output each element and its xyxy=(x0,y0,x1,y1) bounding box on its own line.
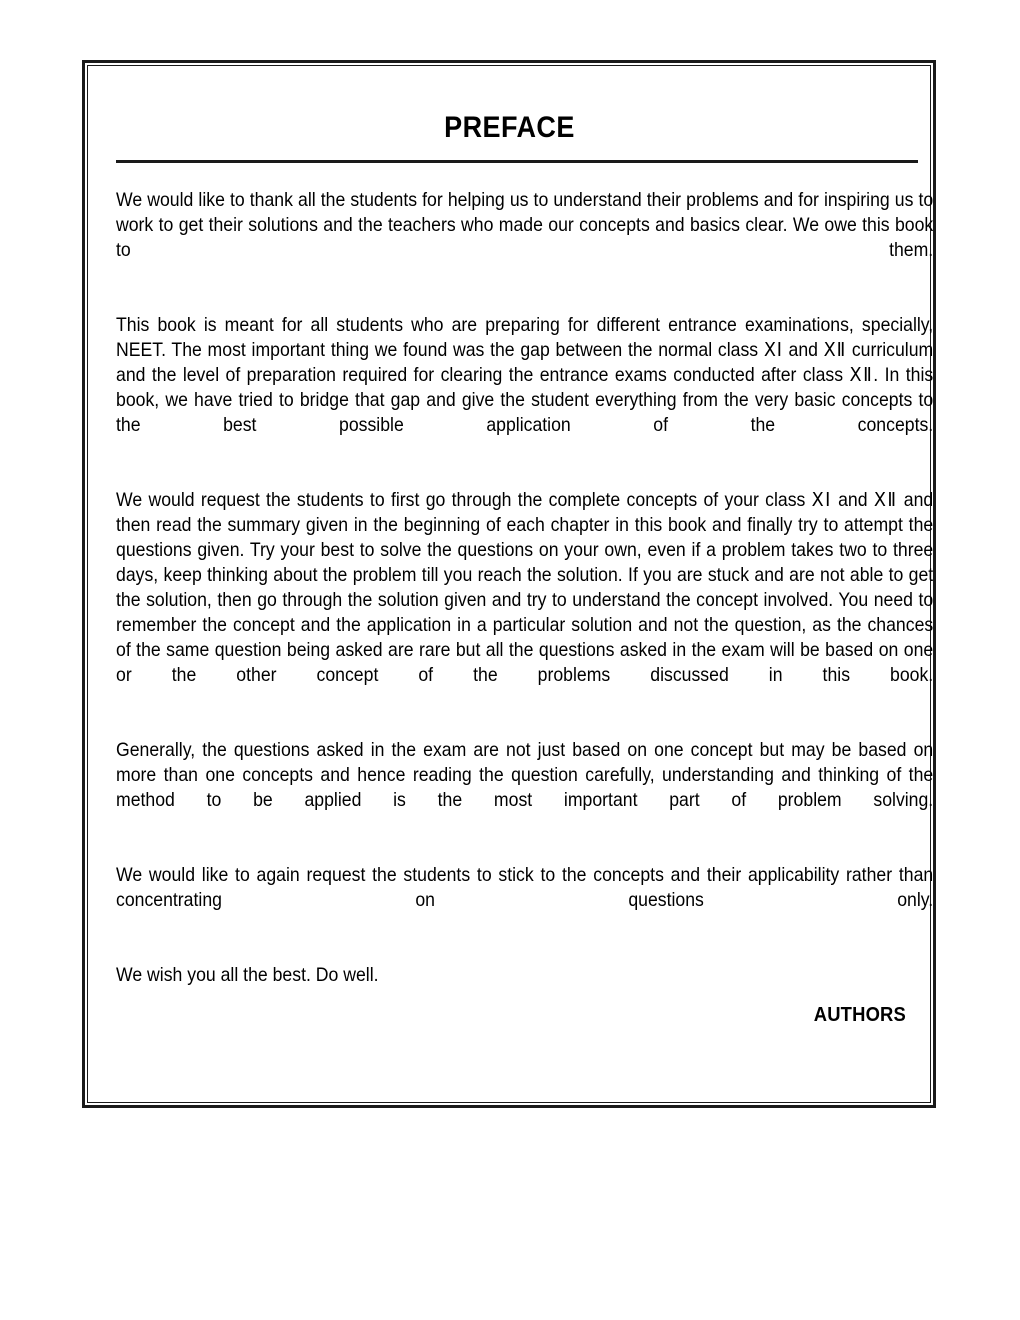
paragraph-final-request: We would like to again request the students to stick to the concepts and their applicability rather than concentrating on questions only. xyxy=(116,864,934,911)
page-title: PREFACE xyxy=(444,111,575,144)
paragraph-exam-advice: Generally, the questions asked in the exam are not just based on one concept but may be based on more than one concepts and hence reading the question carefully, understanding and thinking of the method to be applied is the most important part of problem solving. xyxy=(116,739,934,811)
page-border-frame xyxy=(82,60,936,1108)
document-body xyxy=(116,188,934,1027)
paragraph-thanks: We would like to thank all the students for helping us to understand their problems and for inspiring us to work to get their solutions and the teachers who made our concepts and basics clear. We owe this book to them. xyxy=(116,189,934,261)
document-content xyxy=(116,63,934,1105)
paragraph-study-guidance: We would request the students to first go through the complete concepts of your class ⅩⅠ and ⅩⅡ and then read the summary given in the beginning of each chapter in this book and finally try to attempt the questions given. Try your best to solve the questions on your own, even if a problem takes two to three days, keep thinking about the problem till you reach the solution. If you are stuck and are not able to get the solution, then go through the solution given and try to understand the concept involved. You need to remember the concept and the application in a particular solution and not the question, as the chances of the same question being asked are rare but all the questions asked in the exam will be based on one or the other concept of the problems discussed in this book. xyxy=(116,489,934,686)
paragraph-closing-wish: We wish you all the best. Do well. xyxy=(116,964,379,986)
title-underline-rule xyxy=(116,160,918,163)
paragraph-purpose: This book is meant for all students who are preparing for different entrance examinations, specially, NEET. The most important thing we found was the gap between the normal class ⅩⅠ and ⅩⅡ curriculum and the level of preparation required for clearing the entrance exams conducted after class ⅩⅡ. In this book, we have tried to bridge that gap and give the student everything from the very basic concepts to the best possible application of the concepts. xyxy=(116,314,934,436)
authors-signature: AUTHORS xyxy=(813,1004,906,1026)
